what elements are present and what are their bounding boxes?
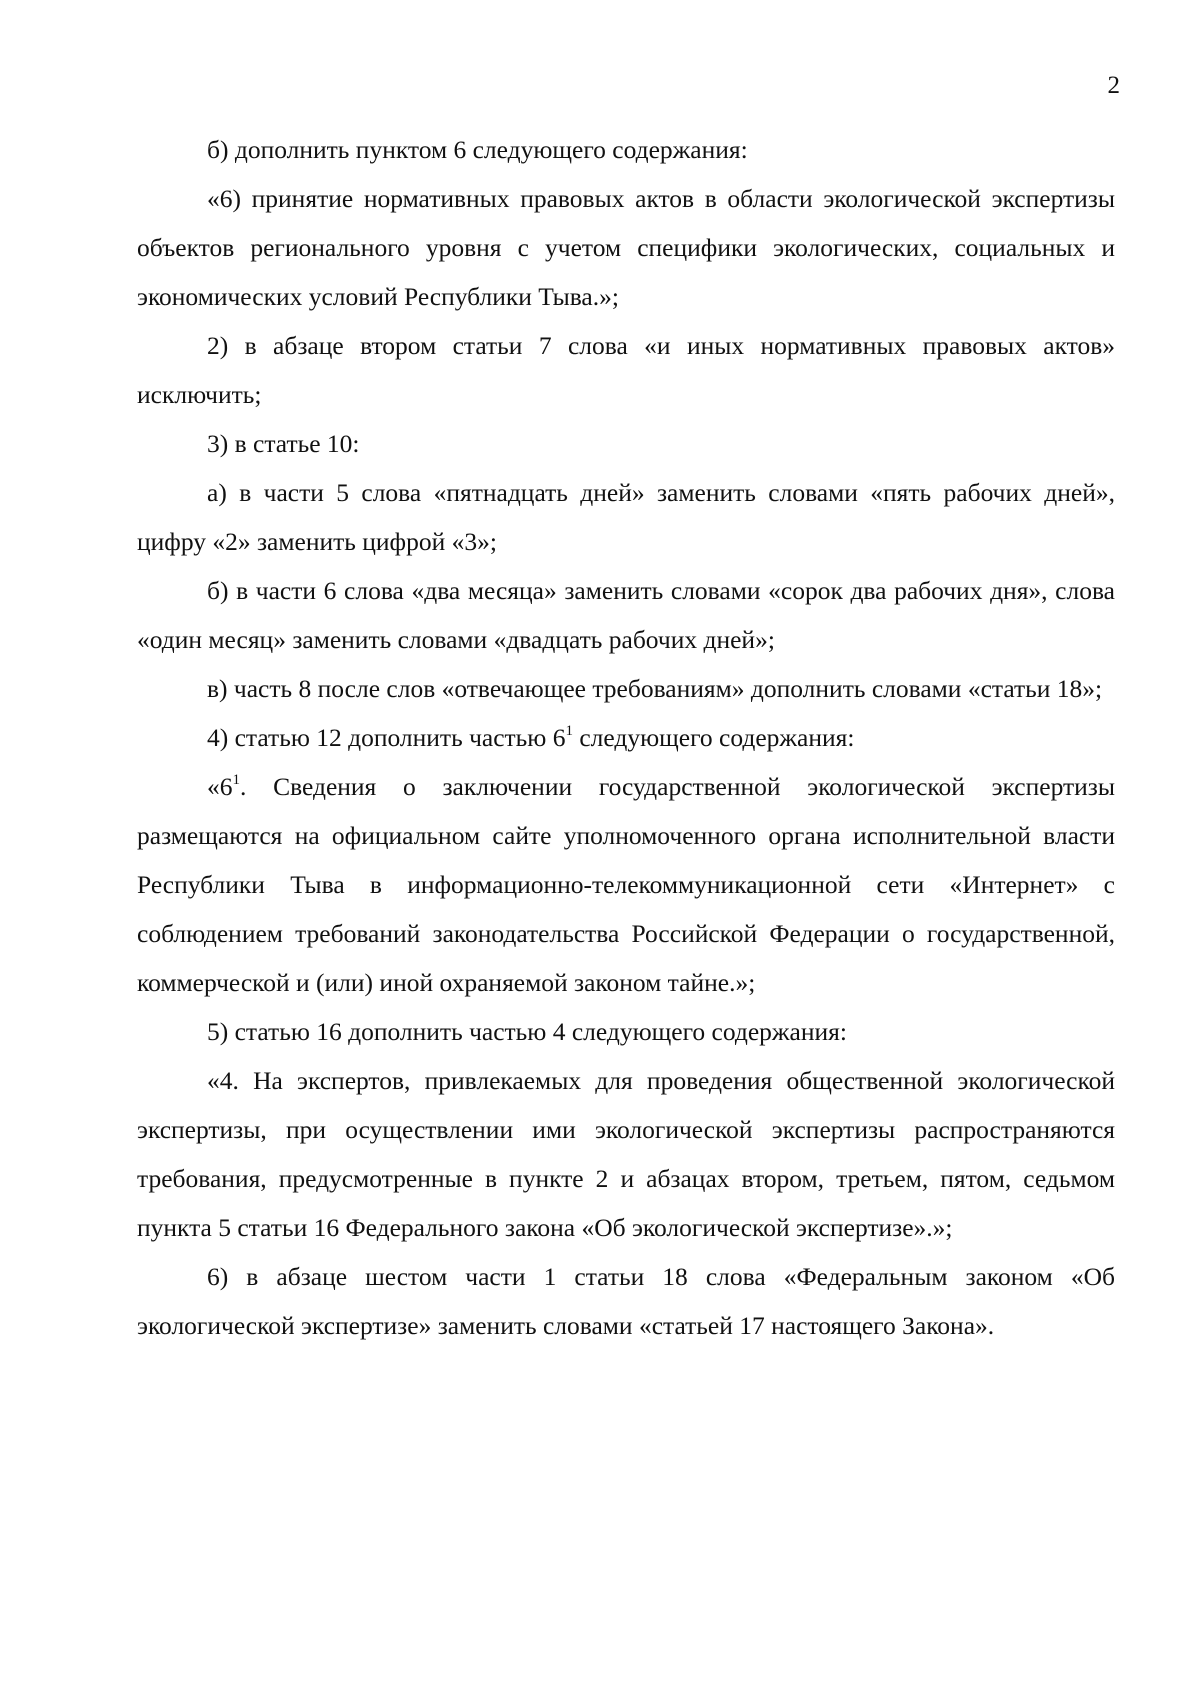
paragraph-8 (137, 713, 1115, 762)
page-number: 2 (1107, 72, 1120, 99)
paragraph-9 (137, 762, 1115, 1007)
paragraph-8-before: 4) статью 12 дополнить частью 6 (207, 723, 566, 752)
paragraph-6: б) в части 6 слова «два месяца» заменить словами «сорок два рабочих дня», слова «один месяц» заменить словами «двадцать рабочих дней»; (137, 576, 1115, 654)
paragraph-8-superscript: 1 (565, 722, 573, 739)
paragraph-2: «6) принятие нормативных правовых актов в области экологической экспертизы объектов регионального уровня с учетом специфики экологических, социальных и экономических условий Республики Тыва.»; (137, 184, 1115, 311)
paragraph-7: в) часть 8 после слов «отвечающее требованиям» дополнить словами «статьи 18»; (207, 674, 1103, 703)
paragraph-9-superscript: 1 (232, 771, 240, 788)
document-body (137, 125, 1115, 1350)
paragraph-10: 5) статью 16 дополнить частью 4 следующего содержания: (207, 1017, 847, 1046)
paragraph-12: 6) в абзаце шестом части 1 статьи 18 слова «Федеральным законом «Об экологической экспертизе» заменить словами «статьей 17 настоящего Закона». (137, 1262, 1115, 1340)
paragraph-9-before: «6 (207, 772, 233, 801)
paragraph-3: 2) в абзаце втором статьи 7 слова «и иных нормативных правовых актов» исключить; (137, 331, 1115, 409)
paragraph-5: а) в части 5 слова «пятнадцать дней» заменить словами «пять рабочих дней», цифру «2» заменить цифрой «3»; (137, 478, 1115, 556)
paragraph-8-after: следующего содержания: (572, 723, 855, 752)
paragraph-9-after: . Сведения о заключении государственной экологической экспертизы размещаются на официальном сайте уполномоченного органа исполнительной власти Республики Тыва в информационно-телекоммуникационной сети «Интернет» с соблюдением требований законодательства Российской Федерации о государственной, коммерческой и (или) иной охраняемой законом тайне.»; (137, 772, 1115, 997)
paragraph-1: б) дополнить пунктом 6 следующего содержания: (207, 135, 748, 164)
paragraph-11: «4. На экспертов, привлекаемых для проведения общественной экологической экспертизы, при осуществлении ими экологической экспертизы распространяются требования, предусмотренные в пункте 2 и абзацах втором, третьем, пятом, седьмом пункта 5 статьи 16 Федерального закона «Об экологической экспертизе».»; (137, 1066, 1115, 1242)
paragraph-4: 3) в статье 10: (207, 429, 360, 458)
